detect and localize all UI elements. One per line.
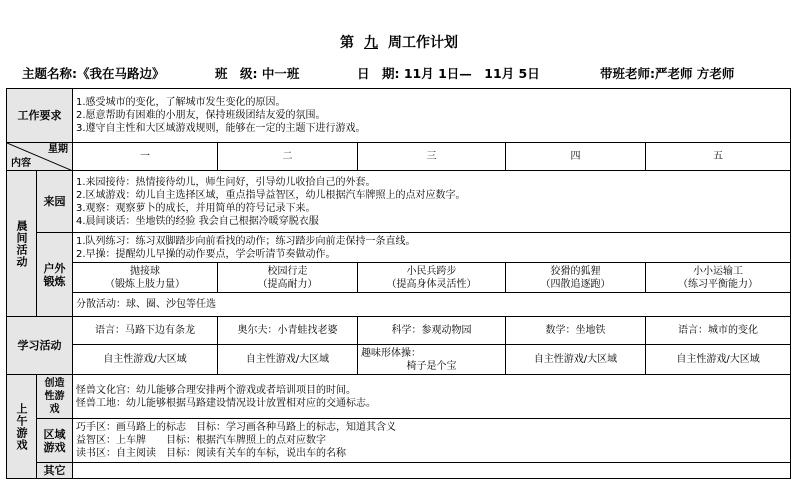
date-value: 11月 1日— 11月 5日 [403, 66, 540, 81]
other-label: 其它 [37, 463, 73, 479]
other-content [73, 463, 791, 479]
forenoon-label: 上午游戏 [7, 375, 37, 479]
morning-label: 晨间活动 [7, 171, 37, 317]
page-title [0, 32, 798, 52]
theme-value: 《我在马路边》 [77, 66, 165, 81]
creative-label: 创造性游戏 [37, 375, 73, 419]
theme-field [22, 64, 165, 82]
outdoor-game-name: 狡猾的狐狸 [550, 265, 601, 277]
weekday-1: 一 [73, 143, 218, 171]
outdoor-game-name: 小小运输工 [693, 265, 744, 277]
weekday-4: 四 [506, 143, 646, 171]
outdoor-line: 1.队列练习：练习双脚踏步向前看找的动作；练习踏步向前走保持一条直线。 [76, 235, 416, 247]
lesson-4: 数学：坐地铁 [506, 317, 646, 345]
learning-game-2: 自主性游戏/大区域 [218, 345, 358, 375]
outdoor-game-name: 小民兵跨步 [406, 265, 457, 277]
area-line: 巧手区：画马路上的标志 目标：学习画各种马路上的标志，知道其含义 [76, 422, 396, 433]
outdoor-game-5 [646, 263, 791, 293]
class-field [215, 64, 299, 82]
arrival-line: 2.区域游戏：幼儿自主选择区域，重点指导益智区，幼儿根据汽车牌照上的点对应数字。 [76, 189, 466, 201]
lesson-3: 科学：参观动物园 [358, 317, 506, 345]
outdoor-content [73, 233, 791, 263]
learning-game-3-line2: 椅子是个宝 [406, 360, 457, 372]
area-content [73, 419, 791, 463]
outdoor-game-goal: （锻炼上肢力量） [105, 278, 185, 290]
outdoor-game-2 [218, 263, 358, 293]
work-req-line: 2.愿意帮助有困难的小朋友，保持班级团结友爱的氛围。 [76, 110, 326, 121]
arrival-line: 4.晨间谈话：坐地铁的经验 我会自己根据冷暖穿脱衣服 [76, 215, 319, 227]
learning-label: 学习活动 [7, 317, 73, 375]
creative-line: 怪兽文化宫：幼儿能够合理安排两个游戏或者培训项目的时间。 [76, 384, 356, 396]
creative-line: 怪兽工地：幼儿能够根据马路建设情况设计放置相对应的交通标志。 [76, 397, 376, 409]
outdoor-game-3 [358, 263, 506, 293]
outdoor-scatter: 分散活动：球、圈、沙包等任选 [73, 293, 791, 317]
learning-games-row [7, 345, 791, 375]
outdoor-game-name: 校园行走 [267, 265, 308, 277]
area-label: 区域游戏 [37, 419, 73, 463]
class-label: 班 级: [215, 66, 258, 81]
work-req-line: 3.遵守自主性和大区域游戏规则，能够在一定的主题下进行游戏。 [76, 123, 366, 134]
creative-content [73, 375, 791, 419]
learning-game-5: 自主性游戏/大区域 [646, 345, 791, 375]
arrival-line: 3.观察：观察萝卜的成长，并用简单的符号记录下来。 [76, 202, 316, 214]
plan-table [6, 88, 791, 479]
area-row [7, 419, 791, 463]
outdoor-game-goal: （提高耐力） [257, 278, 318, 290]
creative-row [7, 375, 791, 419]
week-label: 星期 [48, 144, 68, 155]
outdoor-game-goal: （提高身体灵活性） [386, 278, 477, 290]
teacher-value: 严老师 方老师 [655, 66, 735, 81]
arrival-content [73, 171, 791, 233]
area-line: 益智区：上车牌 目标：根据汽车牌照上的点对应数字 [76, 435, 326, 446]
outdoor-game-goal: （四散追逐跑） [540, 278, 611, 290]
arrival-label: 来园 [37, 171, 73, 233]
learning-game-3 [358, 345, 506, 375]
work-req-row [7, 89, 791, 143]
date-label: 日 期: [357, 66, 400, 81]
date-field [357, 64, 540, 82]
title-suffix: 周工作计划 [388, 35, 458, 51]
weekday-header-row [7, 143, 791, 171]
weekday-2: 二 [218, 143, 358, 171]
lesson-5: 语言：城市的变化 [646, 317, 791, 345]
outdoor-line: 2.早操：提醒幼儿早操的动作要点，学会听清节奏做动作。 [76, 248, 336, 260]
outdoor-lines-row [7, 233, 791, 263]
learning-game-1: 自主性游戏/大区域 [73, 345, 218, 375]
arrival-row [7, 171, 791, 233]
theme-label: 主题名称: [22, 66, 77, 81]
teacher-label: 带班老师: [600, 66, 655, 81]
outdoor-game-name: 抛接球 [130, 265, 160, 277]
work-req-content [73, 89, 791, 143]
outdoor-game-goal: （练习平衡能力） [678, 278, 759, 290]
outdoor-scatter-row [7, 293, 791, 317]
work-req-line: 1.感受城市的变化，了解城市发生变化的原因。 [76, 97, 286, 108]
title-week: 九 [364, 35, 378, 51]
outdoor-game-1 [73, 263, 218, 293]
weekday-5: 五 [646, 143, 791, 171]
other-row [7, 463, 791, 479]
outdoor-label: 户外锻炼 [37, 233, 73, 317]
area-line: 读书区：自主阅读 目标：阅读有关车的车标，说出车的名称 [76, 448, 346, 459]
weekday-3: 三 [358, 143, 506, 171]
outdoor-games-row [7, 263, 791, 293]
arrival-line: 1.来园接待：热情接待幼儿，师生问好，引导幼儿收拾自己的外套。 [76, 176, 376, 188]
content-label: 内容 [11, 158, 31, 169]
outdoor-game-4 [506, 263, 646, 293]
learning-game-3-line1: 趣味形体操： [361, 347, 421, 359]
lesson-1: 语言：马路下边有条龙 [73, 317, 218, 345]
learning-lessons-row [7, 317, 791, 345]
class-value: 中一班 [261, 66, 300, 81]
title-prefix: 第 [340, 35, 354, 51]
learning-game-4: 自主性游戏/大区域 [506, 345, 646, 375]
diagonal-header-cell [7, 143, 73, 171]
teacher-field [600, 64, 734, 82]
lesson-2: 奥尔夫：小青蛙找老婆 [218, 317, 358, 345]
work-req-label: 工作要求 [7, 89, 73, 143]
